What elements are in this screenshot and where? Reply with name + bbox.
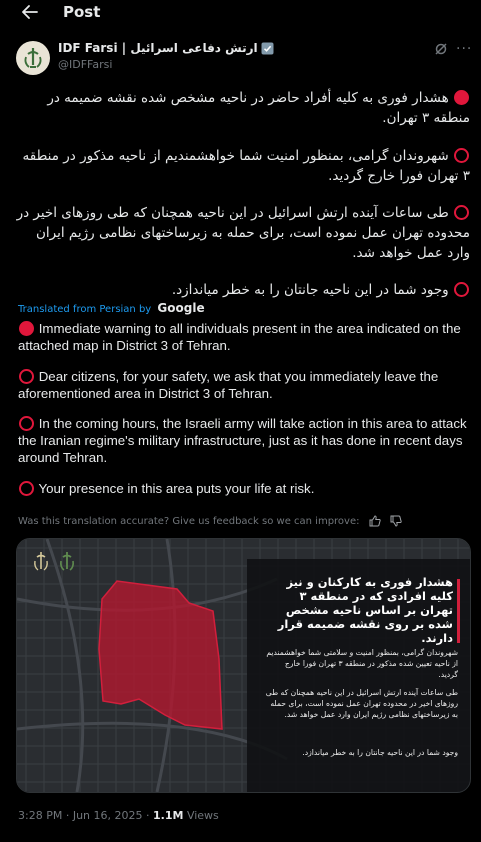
- post-paragraph-fa-3: [16, 203, 470, 263]
- red-circle-icon: [19, 321, 34, 336]
- media-title: هشدار فوری به کارکنان و نیز کلیه افرادی که در منطقه ۳ تهران بر اساس ناحیه مشخص شده بر روی نقشه ضمیمه قرار دارند.: [277, 575, 453, 645]
- red-ring-icon: [19, 416, 34, 431]
- verified-badge-icon: [261, 42, 274, 55]
- translation-paragraph-1: [18, 320, 470, 354]
- author-name[interactable]: ارتش دفاعی اسرائیل | IDF Farsi: [58, 41, 258, 55]
- author-handle[interactable]: @IDFFarsi: [58, 58, 113, 71]
- red-ring-icon: [19, 481, 34, 496]
- media-paragraph-2: طی ساعات آینده ارتش اسرائیل در این ناحیه همچنان که طی روزهای اخیر در محدوده تهران عمل نموده است، برای حمله به زیرساختهای نظامی رژیم ایران وارد عمل خواهد شد.: [265, 688, 458, 719]
- view-count: 1.1M: [153, 809, 184, 822]
- post-text-fa-3: طی ساعات آینده ارتش اسرائیل در این ناحیه همچنان که طی روزهای اخیر در محدوده تهران عمل نموده است، برای حمله به زیرساختهای نظامی رژیم ایران وارد عمل خواهد شد.: [16, 205, 470, 261]
- page-title: Post: [63, 3, 101, 21]
- author-name-row[interactable]: [58, 41, 274, 55]
- post-text-fa-4: وجود شما در این ناحیه جانتان را به خطر میاندازد.: [171, 282, 449, 298]
- grok-icon[interactable]: [434, 42, 448, 56]
- red-circle-icon: [454, 90, 469, 105]
- top-bar: [0, 0, 481, 26]
- post-paragraph-fa-1: [16, 88, 470, 128]
- idf-logo-icon: [20, 45, 46, 71]
- views-label: Views: [186, 809, 219, 822]
- post-media-image[interactable]: [16, 538, 471, 793]
- red-ring-icon: [454, 148, 469, 163]
- media-paragraph-1: شهروندان گرامی، بمنظور امنیت و سلامتی شما خواهشمندیم از ناحیه تعیین شده مذکور در منطقه ۳ تهران فورا خارج گردید.: [266, 648, 458, 679]
- translated-label[interactable]: Translated from Persian by: [18, 304, 152, 315]
- post-paragraph-fa-2: [16, 146, 470, 186]
- translation-text-4: Your presence in this area puts your life at risk.: [38, 481, 315, 496]
- translation-text-3: In the coming hours, the Israeli army will take action in this area to attack the Iranian regime's military infrastructure, just as it has done in recent days around Tehran.: [18, 416, 467, 465]
- translated-from-link[interactable]: [18, 301, 205, 315]
- thumbs-down-icon[interactable]: [390, 515, 402, 527]
- translation-paragraph-4: [18, 480, 470, 497]
- media-paragraph-3: وجود شما در این ناحیه جانتان را به خطر میاندازد.: [302, 748, 458, 757]
- google-logo: Google: [157, 301, 205, 315]
- idf-logo-icon: [31, 549, 83, 575]
- translation-text-2: Dear citizens, for your safety, we ask that you immediately leave the aforementioned area in District 3 of Tehran.: [18, 369, 439, 401]
- post-text-fa-2: شهروندان گرامی، بمنظور امنیت شما خواهشمندیم از ناحیه مذکور در منطقه ۳ تهران فورا خارج گردید.: [22, 148, 470, 184]
- more-icon[interactable]: ···: [456, 41, 473, 57]
- avatar[interactable]: [16, 41, 50, 75]
- post-date[interactable]: Jun 16, 2025: [72, 809, 143, 822]
- translation-paragraph-3: [18, 415, 470, 466]
- meta-separator: ·: [65, 809, 70, 822]
- media-idf-logo: [31, 549, 83, 579]
- meta-separator: ·: [146, 809, 150, 822]
- post-time[interactable]: 3:28 PM: [18, 809, 63, 822]
- red-ring-icon: [454, 282, 469, 297]
- translation-paragraph-2: [18, 368, 470, 402]
- translation-feedback: [18, 515, 402, 527]
- post-meta: [18, 809, 219, 822]
- back-button[interactable]: [18, 1, 42, 23]
- thumbs-up-icon[interactable]: [369, 515, 381, 527]
- media-accent-bar: [457, 579, 460, 643]
- post-paragraph-fa-4: [16, 280, 470, 300]
- back-arrow-icon: [22, 5, 38, 19]
- feedback-text: Was this translation accurate? Give us feedback so we can improve:: [18, 515, 360, 527]
- red-ring-icon: [19, 369, 34, 384]
- post-text-fa-1: هشدار فوری به کلیه أفراد حاضر در ناحیه مشخص شده نقشه ضمیمه در منطقه ۳ تهران.: [47, 90, 470, 126]
- translation-text-1: Immediate warning to all individuals present in the area indicated on the attached map in District 3 of Tehran.: [18, 321, 461, 353]
- red-ring-icon: [454, 205, 469, 220]
